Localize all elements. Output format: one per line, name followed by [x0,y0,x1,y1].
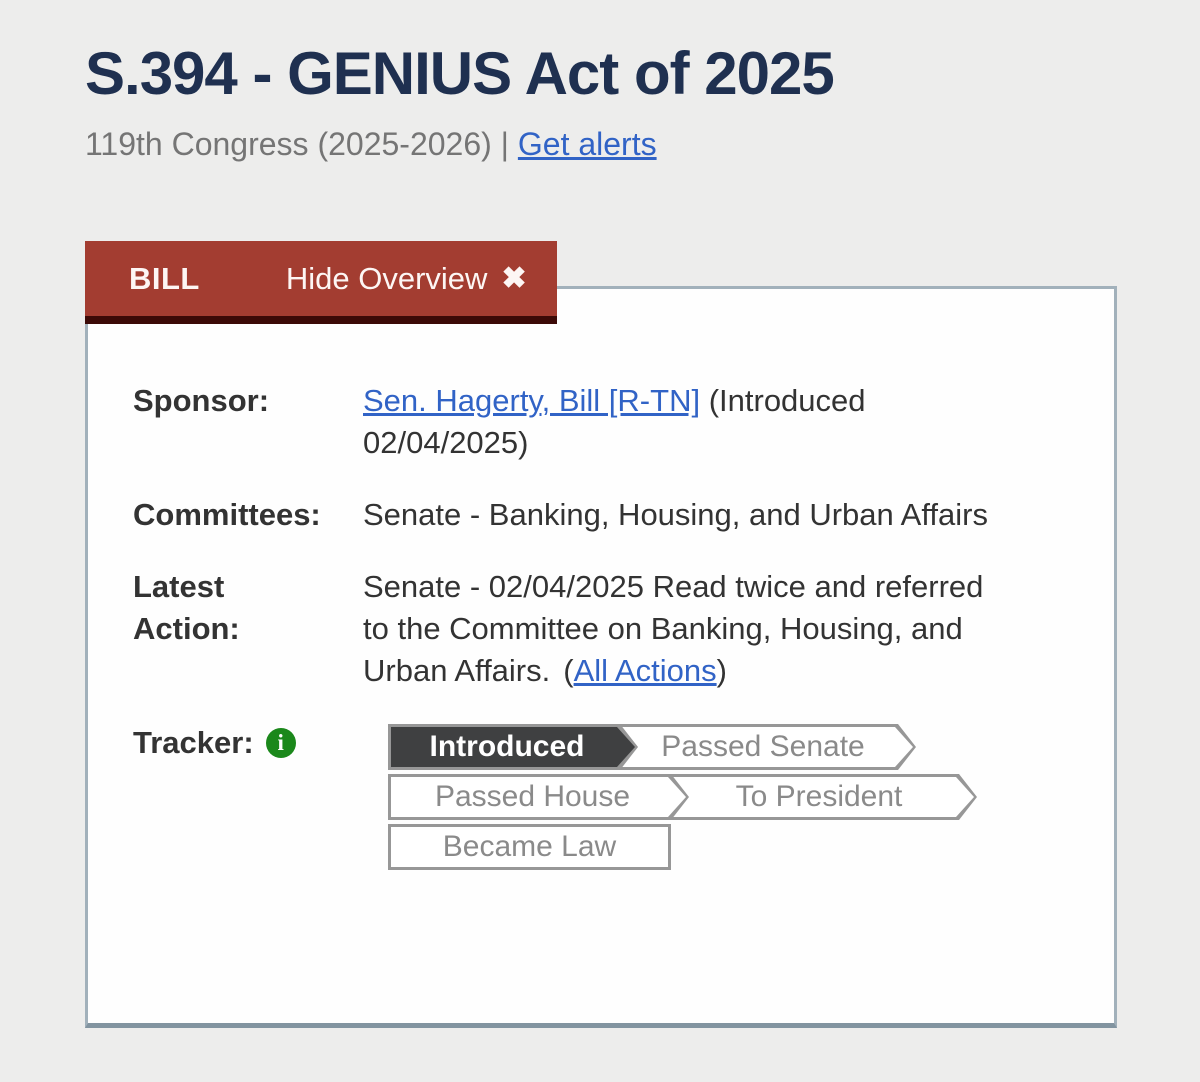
congress-label: 119th Congress (2025-2026) [85,126,492,162]
info-icon[interactable]: i [266,728,296,758]
latest-action-row [133,566,1074,692]
sponsor-label: Sponsor: [133,383,270,418]
bill-tracker [388,724,977,874]
tracker-step-became-law [388,824,671,870]
step-label: To President [735,780,903,813]
committees-value: Senate - Banking, Housing, and Urban Affairs [363,497,988,532]
bill-overview-box [85,286,1117,1028]
bill-overview-panel [85,241,1117,1028]
open-paren: ( [563,653,574,688]
tracker-label: Tracker: [133,725,254,760]
all-actions-link[interactable]: All Actions [573,653,717,688]
hide-overview-button[interactable] [286,261,527,297]
latest-action-line2: to the Committee on Banking, Housing, and [363,611,963,646]
bill-tab-label: BILL [129,260,200,296]
latest-action-label: Latest Action: [133,569,240,646]
tracker-row [133,722,1074,874]
tracker-step-passed-senate [616,724,916,770]
tracker-label-group [133,722,363,874]
close-icon: ✖ [501,261,527,295]
latest-action-line3: Urban Affairs. [363,653,551,688]
get-alerts-link[interactable]: Get alerts [517,126,657,162]
tracker-row-1 [388,724,977,770]
step-label: Introduced [429,730,585,763]
step-label: Became Law [442,830,617,863]
close-paren: ) [716,653,727,688]
all-actions-group [563,653,727,688]
sponsor-introduced-text: (Introduced [708,383,866,418]
sponsor-row [133,380,1074,464]
tracker-row-2 [388,774,977,820]
step-label: Passed House [434,780,631,813]
sponsor-link[interactable]: Sen. Hagerty, Bill [R-TN] [363,383,701,418]
committees-label: Committees: [133,497,321,532]
sponsor-introduced-date: 02/04/2025) [363,425,529,460]
subtitle-divider: | [500,126,509,162]
tracker-step-to-president [667,774,977,820]
sponsor-value [363,380,866,464]
tracker-row-3 [388,824,977,870]
bill-tab[interactable] [85,241,557,324]
tracker-step-introduced [388,724,638,770]
latest-action-value [363,566,983,692]
page-title: S.394 - GENIUS Act of 2025 [85,40,834,107]
tracker-step-passed-house [388,774,689,820]
hide-overview-label: Hide Overview [285,260,488,296]
congress-subtitle [85,126,1200,163]
committees-row [133,494,1074,536]
latest-action-line1: Senate - 02/04/2025 Read twice and referred [363,569,984,604]
step-label: Passed Senate [661,730,865,763]
